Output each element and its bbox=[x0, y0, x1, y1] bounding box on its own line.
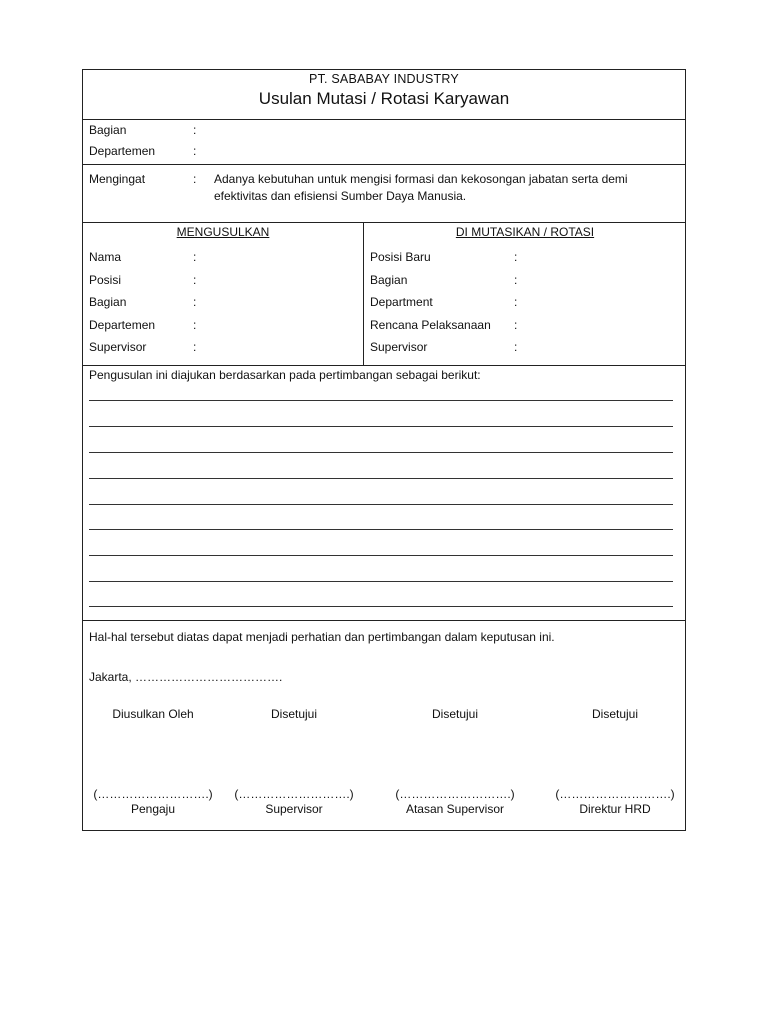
reasons-intro: Pengusulan ini diajukan berdasarkan pada pertimbangan sebagai berikut: bbox=[89, 368, 481, 382]
field-label-supervisor: Supervisor bbox=[89, 340, 147, 354]
reason-line[interactable] bbox=[89, 478, 673, 479]
form-title: Usulan Mutasi / Rotasi Karyawan bbox=[258, 89, 510, 108]
field-colon: : bbox=[514, 318, 518, 332]
mengingat-label: Mengingat bbox=[89, 172, 146, 186]
signature-role: Diusulkan Oleh bbox=[112, 707, 194, 721]
signature-role: Disetujui bbox=[431, 707, 479, 721]
signature-role: Disetujui bbox=[270, 707, 318, 721]
approval-section bbox=[83, 621, 685, 830]
field-label-nama: Nama bbox=[89, 250, 122, 264]
reason-line[interactable] bbox=[89, 400, 673, 401]
field-colon: : bbox=[514, 295, 518, 309]
proposal-details bbox=[83, 223, 685, 366]
mengingat-section bbox=[83, 165, 685, 223]
mutation-request-form bbox=[82, 69, 686, 831]
field-colon: : bbox=[193, 273, 197, 287]
field-label-posisi: Posisi bbox=[89, 273, 122, 287]
field-label-bagian: Bagian bbox=[370, 273, 408, 287]
signature-blank[interactable]: (……………………….) bbox=[93, 787, 213, 801]
reason-line[interactable] bbox=[89, 606, 673, 607]
field-colon: : bbox=[193, 318, 197, 332]
reason-line[interactable] bbox=[89, 581, 673, 582]
field-colon: : bbox=[193, 123, 197, 137]
signature-title: Pengaju bbox=[130, 802, 176, 816]
mengingat-text-line-1: Adanya kebutuhan untuk mengisi formasi dan kekosongan jabatan serta demi bbox=[214, 172, 628, 186]
reasons-section bbox=[83, 366, 685, 621]
signature-blank[interactable]: (……………………….) bbox=[395, 787, 515, 801]
mutation-column bbox=[364, 223, 686, 365]
signature-title: Supervisor bbox=[265, 802, 323, 816]
field-colon: : bbox=[193, 340, 197, 354]
signature-blank[interactable]: (……………………….) bbox=[555, 787, 675, 801]
field-label-departemen: Departemen bbox=[89, 318, 156, 332]
field-label-posisi-baru: Posisi Baru bbox=[370, 250, 431, 264]
reason-line[interactable] bbox=[89, 529, 673, 530]
signature-title: Direktur HRD bbox=[579, 802, 651, 816]
field-colon: : bbox=[514, 273, 518, 287]
field-colon: : bbox=[193, 172, 197, 186]
proposer-heading: MENGUSULKAN bbox=[176, 225, 270, 239]
proposer-column bbox=[83, 223, 364, 365]
field-label-department: Department bbox=[370, 295, 433, 309]
reason-line[interactable] bbox=[89, 504, 673, 505]
field-label-supervisor: Supervisor bbox=[370, 340, 428, 354]
closing-statement: Hal-hal tersebut diatas dapat menjadi perhatian dan pertimbangan dalam keputusan ini. bbox=[89, 630, 555, 644]
signature-block-atasan-supervisor bbox=[385, 707, 525, 816]
reason-line[interactable] bbox=[89, 452, 673, 453]
mutation-heading: DI MUTASIKAN / ROTASI bbox=[455, 225, 595, 239]
signature-blank[interactable]: (……………………….) bbox=[234, 787, 354, 801]
place-date: Jakarta, ………………………………. bbox=[89, 670, 283, 684]
company-name: PT. SABABAY INDUSTRY bbox=[309, 72, 459, 86]
mengingat-text-line-2: efektivitas dan efisiensi Sumber Daya Manusia. bbox=[214, 189, 467, 203]
form-header bbox=[83, 70, 685, 120]
field-label-bagian: Bagian bbox=[89, 123, 127, 137]
reason-line[interactable] bbox=[89, 555, 673, 556]
field-colon: : bbox=[193, 144, 197, 158]
field-colon: : bbox=[514, 250, 518, 264]
field-label-rencana-pelaksanaan: Rencana Pelaksanaan bbox=[370, 318, 491, 332]
field-colon: : bbox=[193, 250, 197, 264]
signature-block-supervisor bbox=[224, 707, 364, 816]
reason-line[interactable] bbox=[89, 426, 673, 427]
field-label-departemen: Departemen bbox=[89, 144, 156, 158]
field-colon: : bbox=[193, 295, 197, 309]
signature-title: Atasan Supervisor bbox=[405, 802, 505, 816]
signature-role: Disetujui bbox=[591, 707, 639, 721]
field-colon: : bbox=[514, 340, 518, 354]
unit-fields bbox=[83, 120, 685, 165]
signature-block-pengaju bbox=[83, 707, 223, 816]
signature-block-direktur-hrd bbox=[545, 707, 685, 816]
field-label-bagian: Bagian bbox=[89, 295, 127, 309]
